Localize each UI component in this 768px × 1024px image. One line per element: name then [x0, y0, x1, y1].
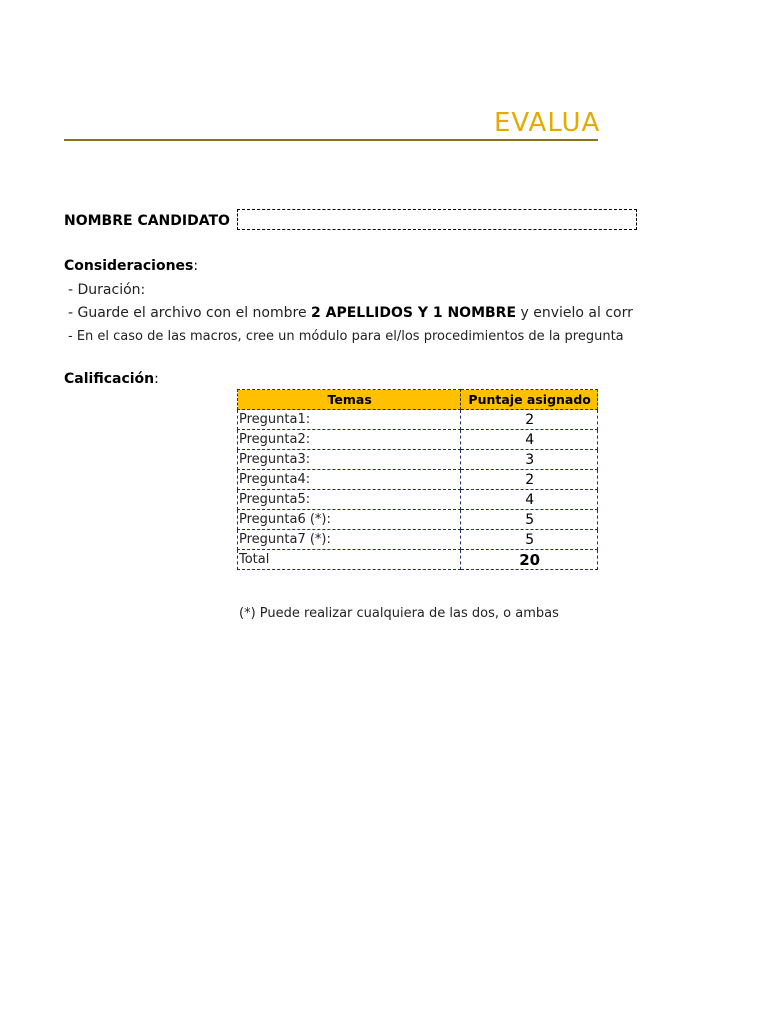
puntaje-cell[interactable]: 4 [461, 430, 598, 450]
total-row [238, 550, 598, 570]
page-title: EVALUA [494, 108, 601, 138]
save-instructions-line [68, 305, 633, 321]
puntaje-cell[interactable]: 2 [461, 410, 598, 430]
puntaje-cell[interactable]: 2 [461, 470, 598, 490]
save-bold-name: 2 APELLIDOS Y 1 NOMBRE [311, 305, 517, 321]
considerations-colon: : [193, 258, 199, 274]
grading-table [237, 389, 598, 570]
total-value-cell[interactable]: 20 [461, 550, 598, 570]
table-row [238, 430, 598, 450]
puntaje-cell[interactable]: 3 [461, 450, 598, 470]
tema-cell[interactable]: Pregunta6 (*): [238, 510, 461, 530]
table-row [238, 490, 598, 510]
grading-heading-text: Calificación [64, 371, 155, 387]
tema-cell[interactable]: Pregunta3: [238, 450, 461, 470]
grading-colon: : [154, 371, 159, 387]
title-underline [64, 139, 598, 141]
table-row [238, 510, 598, 530]
save-suffix: y envielo al corr [516, 305, 633, 321]
column-header-temas: Temas [238, 390, 461, 410]
considerations-heading-text: Consideraciones [64, 258, 194, 274]
total-label-cell[interactable]: Total [238, 550, 461, 570]
table-row [238, 450, 598, 470]
candidate-name-field[interactable] [237, 209, 637, 230]
grading-heading [64, 371, 159, 387]
puntaje-cell[interactable]: 5 [461, 530, 598, 550]
tema-cell[interactable]: Pregunta7 (*): [238, 530, 461, 550]
candidate-label: NOMBRE CANDIDATO [64, 213, 230, 229]
table-row [238, 410, 598, 430]
tema-cell[interactable]: Pregunta1: [238, 410, 461, 430]
duration-line: - Duración: [68, 282, 146, 298]
tema-cell[interactable]: Pregunta2: [238, 430, 461, 450]
table-row [238, 470, 598, 490]
puntaje-cell[interactable]: 5 [461, 510, 598, 530]
tema-cell[interactable]: Pregunta4: [238, 470, 461, 490]
macros-line: - En el caso de las macros, cree un módulo para el/los procedimientos de la pregunta [68, 329, 624, 344]
footnote: (*) Puede realizar cualquiera de las dos, o ambas [239, 606, 559, 621]
save-prefix: - Guarde el archivo con el nombre [68, 305, 312, 321]
puntaje-cell[interactable]: 4 [461, 490, 598, 510]
tema-cell[interactable]: Pregunta5: [238, 490, 461, 510]
column-header-puntaje: Puntaje asignado [461, 390, 598, 410]
considerations-heading [64, 258, 198, 274]
table-row [238, 530, 598, 550]
grading-table-header [238, 390, 598, 410]
